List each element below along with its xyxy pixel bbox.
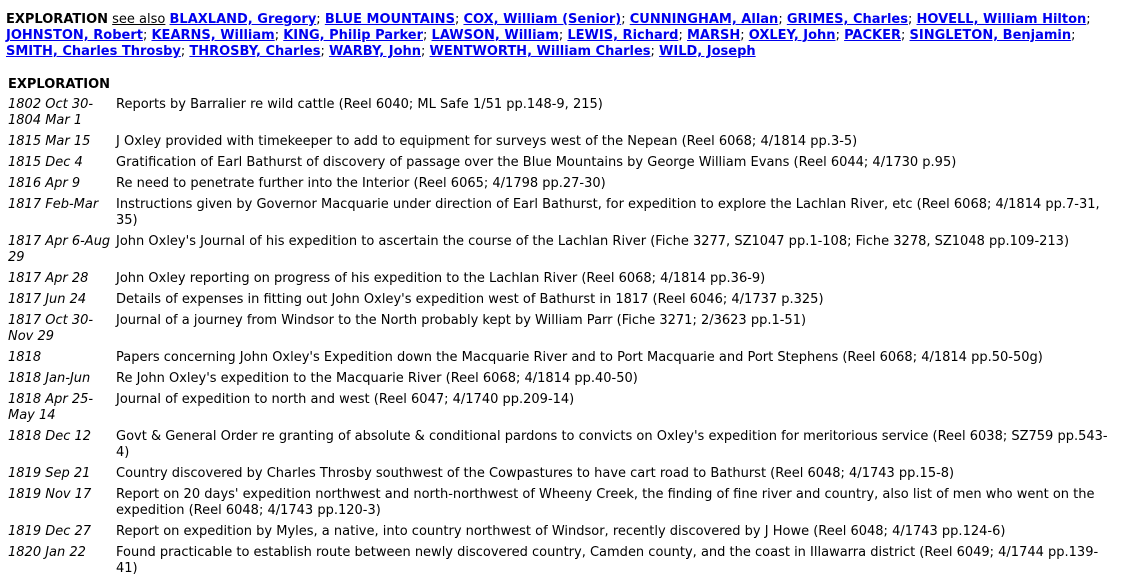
see-also-link[interactable]: WENTWORTH, William Charles [429,44,651,59]
entry-date: 1818 Apr 25-May 14 [8,392,94,423]
table-row [6,174,1119,195]
see-also-links: BLAXLAND, Gregory; BLUE MOUNTAINS; COX, William (Senior); CUNNINGHAM, Allan; GRIMES, Charles; HOVELL, William Hilton; JOHNSTON, Robert; KEARNS, William; KING, Philip Parker; LAWSON, William; LEWIS, Richard; MARSH; OXLEY, John; PACKER; SINGLETON, Benjamin; SMITH, Charles Throsby; THROSBY, Charles; WARBY, John; WENTWORTH, William Charles; WILD, Joseph [6,12,1091,59]
entry-date: 1815 Dec 4 [8,155,83,170]
entry-date: 1818 [8,350,42,365]
entry-date: 1802 Oct 30-1804 Mar 1 [8,97,94,128]
table-row [6,369,1119,390]
entry-description: John Oxley reporting on progress of his expedition to the Lachlan River (Reel 6068; 4/1814 pp.36-9) [116,271,766,286]
entry-date: 1815 Mar 15 [8,134,91,149]
see-also-link[interactable]: WARBY, John [328,44,422,59]
see-also-link[interactable]: MARSH [687,28,741,43]
table-row [6,269,1119,290]
entry-description: John Oxley's Journal of his expedition to ascertain the course of the Lachlan River (Fiche 3277, SZ1047 pp.1-108; Fiche 3278, SZ1048 pp.109-213) [116,234,1070,249]
see-also-link[interactable]: BLAXLAND, Gregory [169,12,317,27]
entry-description: Instructions given by Governor Macquarie under direction of Earl Bathurst, for expedition to explore the Lachlan River, etc (Reel 6068; 4/1814 pp.7-31, 35) [116,197,1100,228]
see-also-label: see also [112,12,166,27]
entry-description: Journal of a journey from Windsor to the North probably kept by William Parr (Fiche 3271; 2/3623 pp.1-51) [116,313,807,328]
see-also-link[interactable]: LEWIS, Richard [567,28,679,43]
table-row [6,543,1119,580]
entry-description: Found practicable to establish route between newly discovered country, Camden county, and the coast in Illawarra district (Reel 6049; 4/1744 pp.139-41) [116,545,1099,576]
entry-date: 1820 Jan 22 [8,545,86,560]
entry-date: 1819 Nov 17 [8,487,92,502]
entry-date: 1817 Jun 24 [8,292,87,307]
entry-description: Report on expedition by Myles, a native, into country northwest of Windsor, recently discovered by J Howe (Reel 6048; 4/1743 pp.124-6) [116,524,1006,539]
table-row [6,390,1119,427]
see-also-link[interactable]: JOHNSTON, Robert [6,28,143,43]
entry-date: 1819 Sep 21 [8,466,91,481]
see-also-link[interactable]: THROSBY, Charles [189,44,321,59]
entry-date: 1819 Dec 27 [8,524,92,539]
table-row [6,195,1119,232]
see-also-link[interactable]: CUNNINGHAM, Allan [629,12,779,27]
entry-description: Papers concerning John Oxley's Expedition down the Macquarie River and to Port Macquarie and Port Stephens (Reel 6068; 4/1814 pp.50-50g) [116,350,1043,365]
entry-description: J Oxley provided with timekeeper to add to equipment for surveys west of the Nepean (Reel 6068; 4/1814 pp.3-5) [116,134,858,149]
see-also-link[interactable]: HOVELL, William Hilton [916,12,1087,27]
entry-description: Reports by Barralier re wild cattle (Reel 6040; ML Safe 1/51 pp.148-9, 215) [116,97,603,112]
entry-date: 1817 Oct 30-Nov 29 [8,313,94,344]
section-title: EXPLORATION [8,77,111,92]
table-row [6,153,1119,174]
entry-date: 1818 Jan-Jun [8,371,91,386]
see-also-link[interactable]: SMITH, Charles Throsby [6,44,181,59]
entry-date: 1817 Apr 6-Aug 29 [8,234,111,265]
see-also-link[interactable]: BLUE MOUNTAINS [324,12,455,27]
entry-description: Report on 20 days' expedition northwest and north-northwest of Wheeny Creek, the finding of fine river and country, also list of men who went on the expedition (Reel 6048; 4/1743 pp.120-3) [116,487,1095,518]
see-also-link[interactable]: LAWSON, William [431,28,559,43]
see-also-link[interactable]: PACKER [844,28,901,43]
entry-date: 1817 Feb-Mar [8,197,99,212]
table-row [6,311,1119,348]
header-title: EXPLORATION [6,12,109,27]
see-also-line [6,12,1119,60]
table-row [6,348,1119,369]
see-also-link[interactable]: COX, William (Senior) [463,12,622,27]
table-row [6,132,1119,153]
entry-description: Re need to penetrate further into the Interior (Reel 6065; 4/1798 pp.27-30) [116,176,606,191]
entries-table [6,95,1119,580]
see-also-link[interactable]: KING, Philip Parker [283,28,424,43]
see-also-link[interactable]: GRIMES, Charles [786,12,908,27]
see-also-link[interactable]: OXLEY, John [748,28,836,43]
table-row [6,95,1119,132]
table-row [6,232,1119,269]
entry-date: 1818 Dec 12 [8,429,92,444]
table-row [6,522,1119,543]
table-row [6,427,1119,464]
entry-description: Details of expenses in fitting out John Oxley's expedition west of Bathurst in 1817 (Reel 6046; 4/1737 p.325) [116,292,824,307]
table-row [6,464,1119,485]
see-also-link[interactable]: WILD, Joseph [659,44,756,59]
entry-description: Journal of expedition to north and west (Reel 6047; 4/1740 pp.209-14) [116,392,575,407]
see-also-link[interactable]: SINGLETON, Benjamin [909,28,1072,43]
table-row [6,290,1119,311]
see-also-link[interactable]: KEARNS, William [151,28,275,43]
entry-description: Govt & General Order re granting of absolute & conditional pardons to convicts on Oxley's expedition for meritorious service (Reel 6038; SZ759 pp.543-4) [116,429,1108,460]
entry-description: Gratification of Earl Bathurst of discovery of passage over the Blue Mountains by George William Evans (Reel 6044; 4/1730 p.95) [116,155,957,170]
entry-date: 1816 Apr 9 [8,176,81,191]
entry-date: 1817 Apr 28 [8,271,89,286]
entry-description: Re John Oxley's expedition to the Macquarie River (Reel 6068; 4/1814 pp.40-50) [116,371,638,386]
entry-description: Country discovered by Charles Throsby southwest of the Cowpastures to have cart road to Bathurst (Reel 6048; 4/1743 pp.15-8) [116,466,955,481]
table-row [6,485,1119,522]
